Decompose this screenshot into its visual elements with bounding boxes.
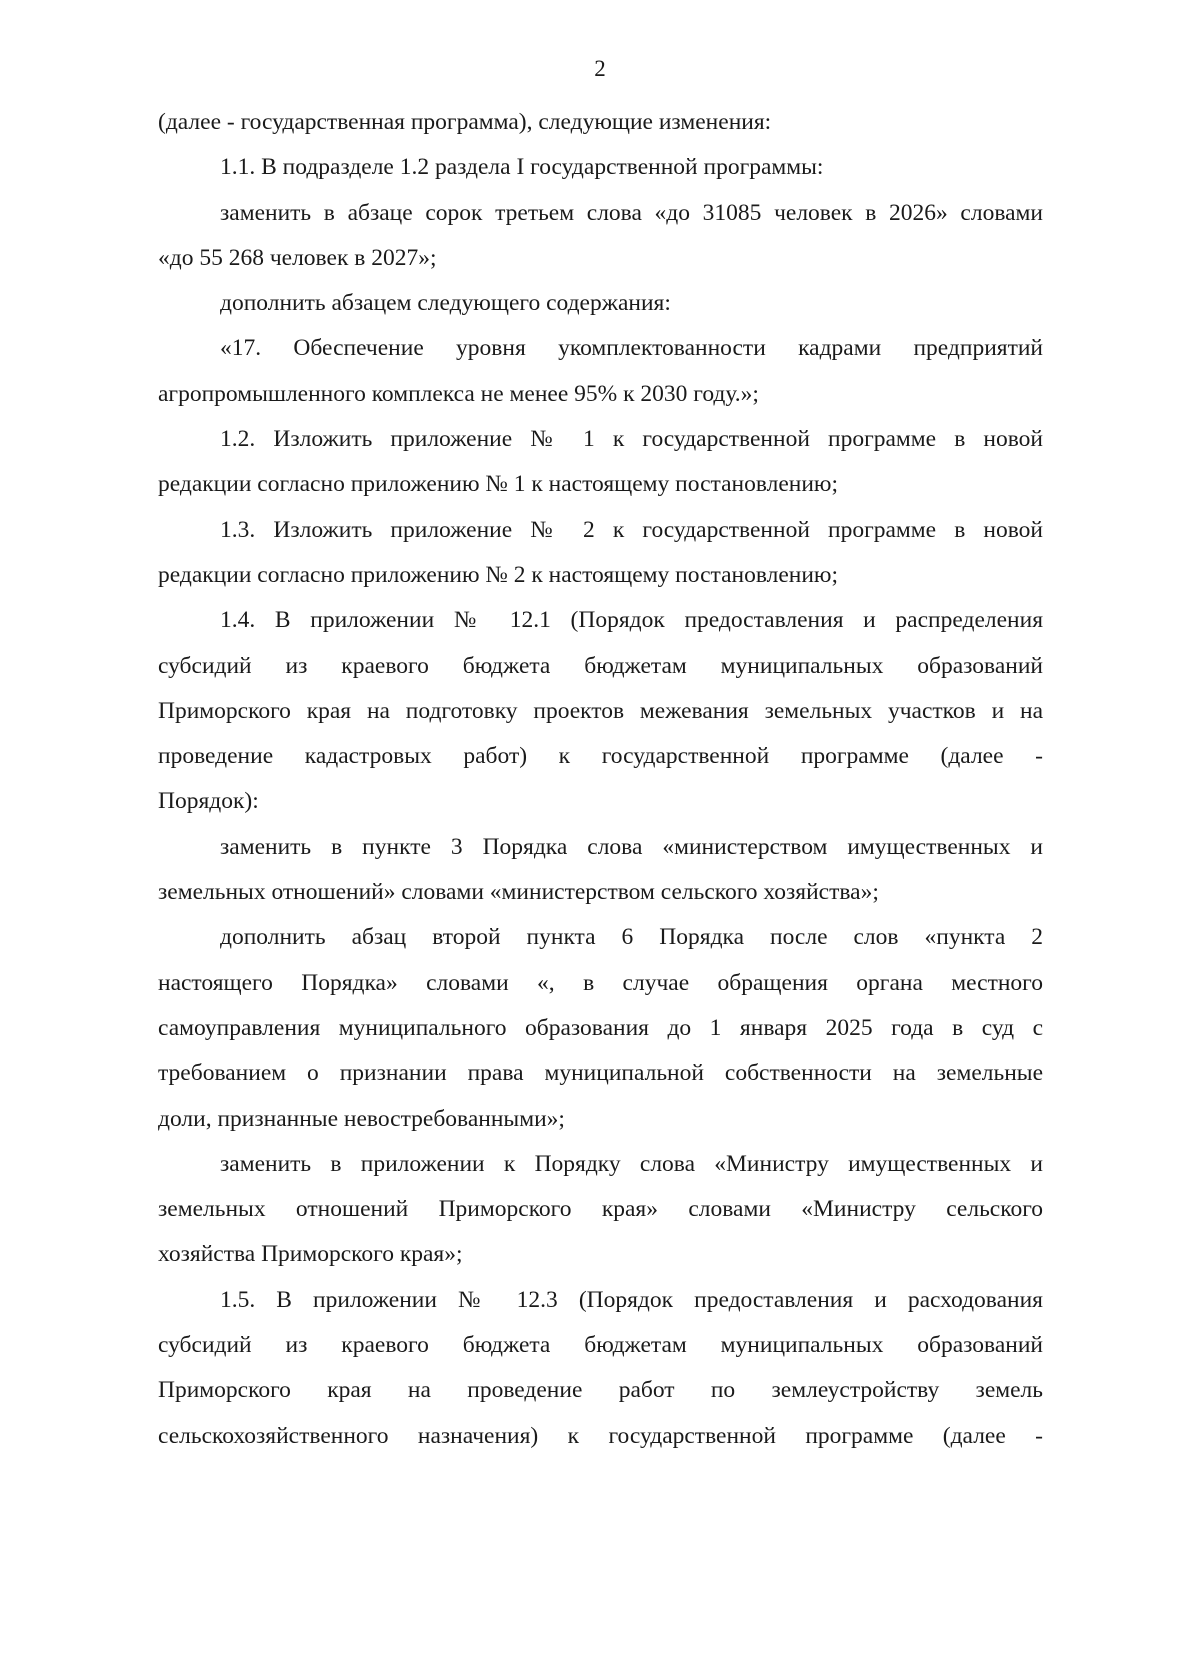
paragraph [158,417,1043,508]
paragraph [158,281,1043,326]
text-line: Приморского края на подготовку проектов межевания земельных участков и на [158,697,1043,724]
text-line: редакции согласно приложению № 2 к настоящему постановлению; [158,561,839,588]
text-line: редакции согласно приложению № 1 к настоящему постановлению; [158,471,839,498]
text-line: заменить в абзаце сорок третьем слова «до 31085 человек в 2026» словами [220,199,1043,226]
paragraph [158,825,1043,916]
text-line: настоящего Порядка» словами «, в случае обращения органа местного [158,969,1043,996]
text-line: «до 55 268 человек в 2027»; [158,244,437,271]
document-body [158,100,1043,1459]
text-line: сельскохозяйственного назначения) к государственной программе (далее - [158,1422,1043,1449]
text-line: 1.4. В приложении № 12.1 (Порядок предоставления и распределения [220,607,1043,634]
text-line: Приморского края на проведение работ по землеустройству земель [158,1377,1043,1404]
text-line: субсидий из краевого бюджета бюджетам муниципальных образований [158,1332,1043,1359]
text-line: заменить в приложении к Порядку слова «Министру имущественных и [220,1150,1043,1177]
text-line: доли, признанные невостребованными»; [158,1105,565,1132]
paragraph [158,1278,1043,1459]
text-line: земельных отношений Приморского края» словами «Министру сельского [158,1196,1043,1223]
paragraph [158,326,1043,417]
paragraph [158,1142,1043,1278]
text-line: дополнить абзацем следующего содержания: [220,290,671,317]
paragraph [158,508,1043,599]
text-line: проведение кадастровых работ) к государственной программе (далее - [158,743,1043,770]
text-line: субсидий из краевого бюджета бюджетам муниципальных образований [158,652,1043,679]
text-line: «17. Обеспечение уровня укомплектованности кадрами предприятий [220,335,1043,362]
text-line: требованием о признании права муниципальной собственности на земельные [158,1060,1043,1087]
text-line: 1.3. Изложить приложение № 2 к государственной программе в новой [220,516,1043,543]
paragraph [158,915,1043,1141]
paragraph [158,191,1043,282]
paragraph [158,145,1043,190]
page-number: 2 [594,56,606,81]
text-line: Порядок): [158,788,259,815]
paragraph [158,100,1043,145]
text-line: 1.5. В приложении № 12.3 (Порядок предоставления и расходования [220,1286,1043,1313]
text-line: дополнить абзац второй пункта 6 Порядка после слов «пункта 2 [220,924,1043,951]
text-line: заменить в пункте 3 Порядка слова «министерством имущественных и [220,833,1043,860]
text-line: земельных отношений» словами «министерством сельского хозяйства»; [158,879,879,906]
text-line: хозяйства Приморского края»; [158,1241,463,1268]
text-line: 1.2. Изложить приложение № 1 к государственной программе в новой [220,426,1043,453]
paragraph [158,598,1043,824]
text-line: (далее - государственная программа), следующие изменения: [158,109,772,135]
text-line: агропромышленного комплекса не менее 95% к 2030 году.»; [158,380,759,407]
text-line: самоуправления муниципального образования до 1 января 2025 года в суд с [158,1014,1043,1041]
text-line: 1.1. В подразделе 1.2 раздела I государственной программы: [220,154,824,181]
